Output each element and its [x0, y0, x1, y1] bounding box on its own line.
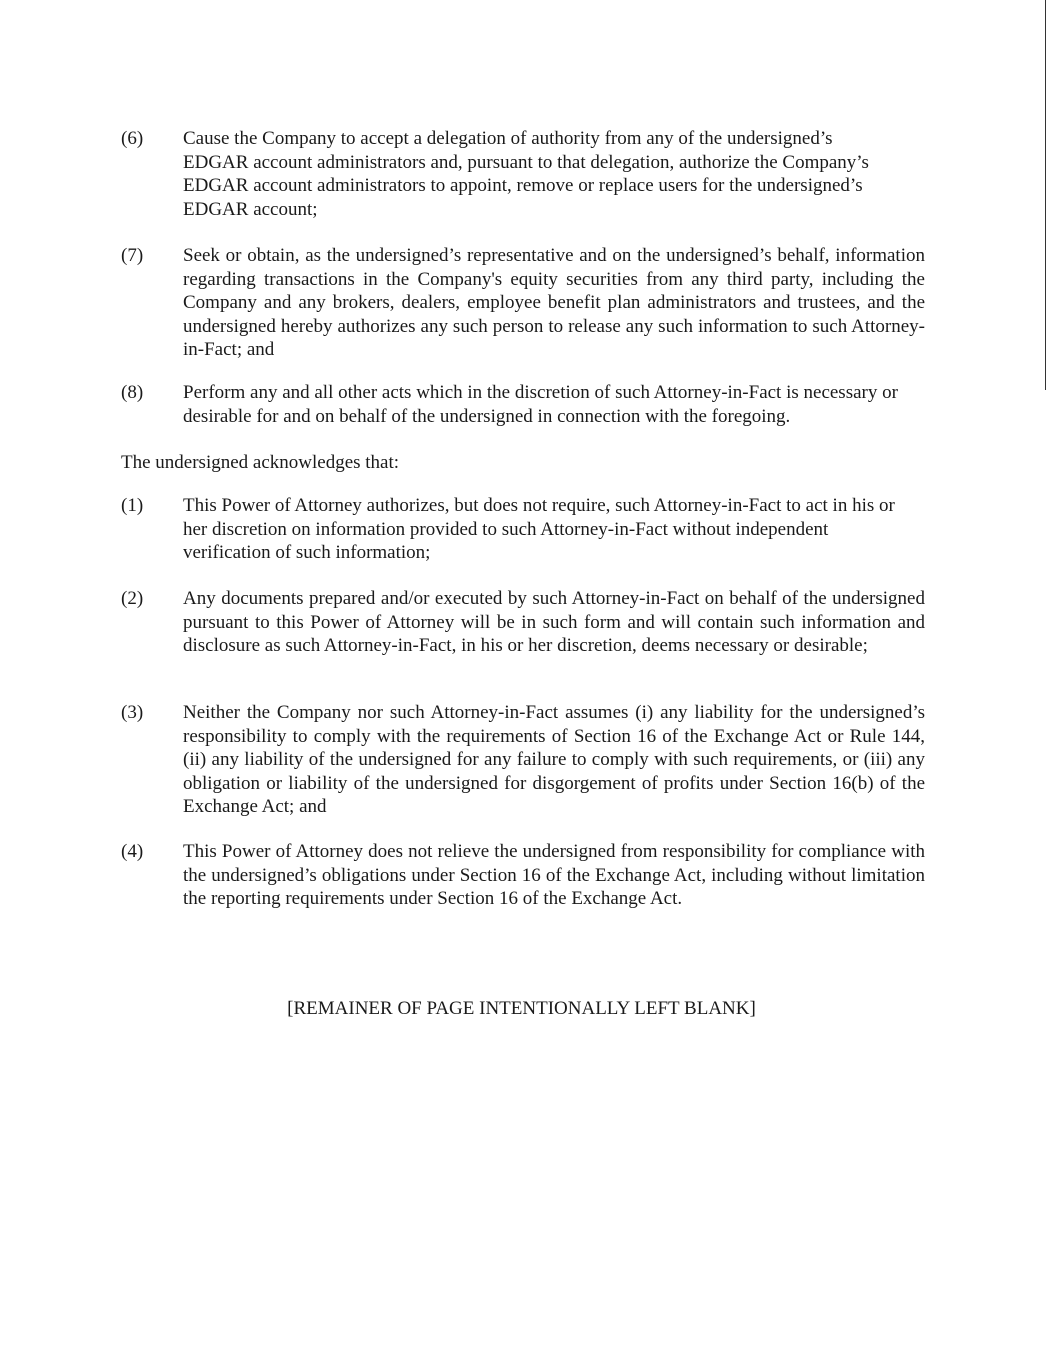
- item-number: (7): [121, 245, 144, 266]
- item-number: (6): [121, 128, 144, 149]
- item-text: Any documents prepared and/or executed by such Attorney-in-Fact on behalf of the undersigned pursuant to this Power of Attorney will be in such form and will contain such information and disclosure as such Attorney-in-Fact, in his or her discretion, deems necessary or desirable;: [183, 588, 925, 656]
- item-text: Cause the Company to accept a delegation of authority from any of the undersigned’s EDGAR account administrators and, pursuant to that delegation, authorize the Company’s EDGAR account administrators to appoint, remove or replace users for the undersigned’s EDGAR account;: [183, 128, 869, 220]
- item-number: (8): [121, 382, 144, 403]
- item-text: This Power of Attorney authorizes, but does not require, such Attorney-in-Fact to act in his or her discretion on information provided to such Attorney-in-Fact without independent verification of such information;: [183, 495, 895, 563]
- item-number: (4): [121, 841, 144, 862]
- intentionally-blank-note: [REMAINER OF PAGE INTENTIONALLY LEFT BLANK]: [287, 998, 756, 1019]
- item-number: (3): [121, 702, 144, 723]
- scan-edge-line: [1045, 0, 1046, 390]
- item-number: (2): [121, 588, 144, 609]
- item-text: Perform any and all other acts which in the discretion of such Attorney-in-Fact is necessary or desirable for and on behalf of the undersigned in connection with the foregoing.: [183, 382, 898, 427]
- acknowledgment-intro: The undersigned acknowledges that:: [121, 452, 400, 473]
- item-text: Seek or obtain, as the undersigned’s representative and on the undersigned’s behalf, information regarding transactions in the Company's equity securities from any third party, including the Company and any brokers, dealers, employee benefit plan administrators and trustees, and the undersigned hereby authorizes any such person to release any such information to such Attorney-in-Fact; and: [183, 245, 925, 360]
- item-text: Neither the Company nor such Attorney-in-Fact assumes (i) any liability for the undersigned’s responsibility to comply with the requirements of Section 16 of the Exchange Act or Rule 144, (ii) any liability of the undersigned for any failure to comply with such requirements, or (iii) any obligation or liability of the undersigned for disgorgement of profits under Section 16(b) of the Exchange Act; and: [183, 702, 925, 817]
- item-number: (1): [121, 495, 144, 516]
- item-text: This Power of Attorney does not relieve the undersigned from responsibility for compliance with the undersigned’s obligations under Section 16 of the Exchange Act, including without limitation the reporting requirements under Section 16 of the Exchange Act.: [183, 841, 925, 909]
